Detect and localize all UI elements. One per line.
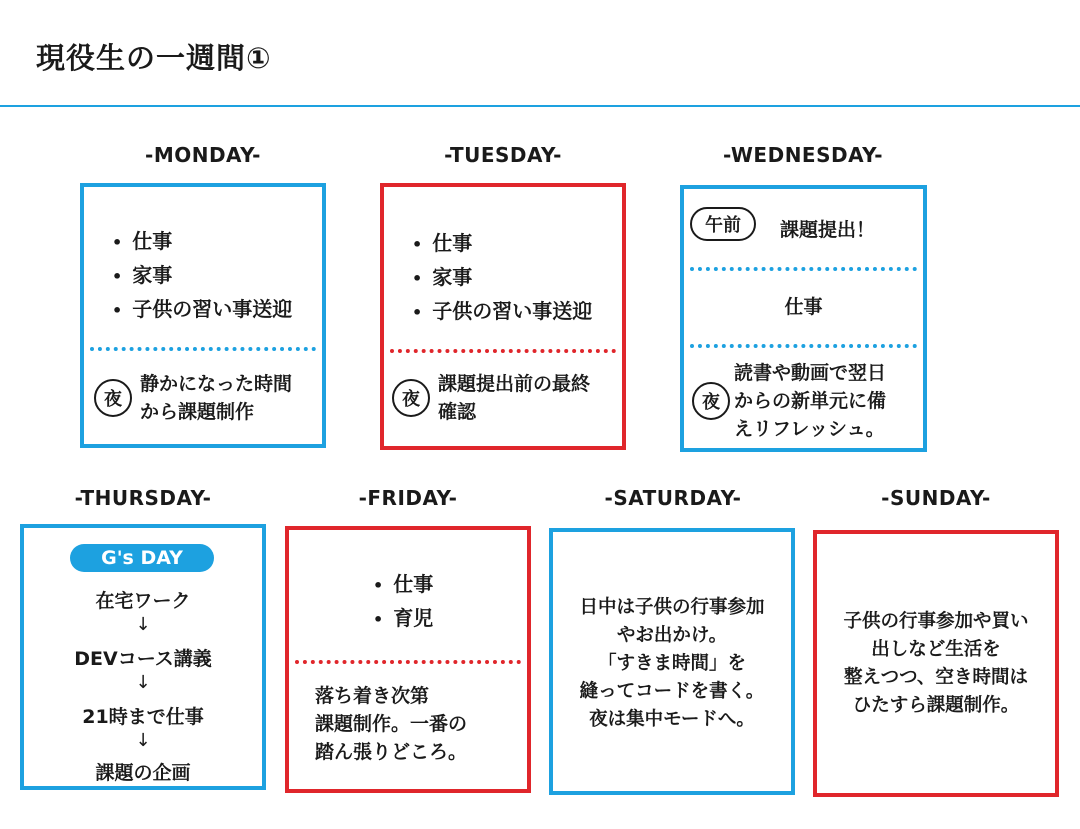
monday-task-list: [112, 225, 292, 327]
text-line: 課題制作。一番の: [315, 713, 468, 735]
text-line: ひたすら課題制作。: [852, 695, 1020, 716]
day-heading-monday: -MONDAY-: [145, 143, 261, 167]
list-item: • 子供の習い事送迎: [112, 293, 292, 327]
text-line: 日中は子供の行事参加: [579, 597, 765, 618]
list-item: • 仕事: [112, 225, 292, 259]
text-line: 踏ん張りどころ。: [315, 741, 468, 763]
day-heading-wednesday: -WEDNESDAY-: [722, 143, 884, 167]
wednesday-mid-text: 仕事: [784, 296, 823, 318]
schedule-step: 課題の企画: [95, 762, 191, 784]
tuesday-night-row: [392, 370, 590, 426]
list-item: • 仕事: [373, 568, 433, 602]
down-arrow-icon: ↓: [135, 672, 151, 693]
text-line: 出しなど生活を: [871, 639, 1001, 660]
day-heading-thursday: -THURSDAY-: [74, 486, 212, 510]
section-divider: [90, 347, 316, 351]
night-line: 確認: [438, 401, 477, 423]
tuesday-night-text: [438, 370, 590, 426]
night-line: えリフレッシュ。: [734, 418, 885, 440]
night-badge: 夜: [692, 382, 730, 420]
night-line: 課題提出前の最終: [438, 373, 591, 395]
gs-day-badge: G's DAY: [70, 544, 214, 572]
friday-bottom-text: [315, 682, 467, 766]
section-divider: [295, 660, 521, 664]
list-item: • 子供の習い事送迎: [412, 295, 592, 329]
list-item: • 仕事: [412, 227, 592, 261]
section-divider: [390, 349, 616, 353]
schedule-step: 在宅ワーク: [95, 590, 191, 612]
wednesday-night-text: [734, 359, 886, 443]
section-divider: [690, 267, 917, 271]
text-line: 夜は集中モードへ。: [589, 709, 755, 730]
text-line: 子供の行事参加や買い: [843, 611, 1029, 632]
page-title: 現役生の一週間①: [36, 41, 272, 75]
day-heading-tuesday: -TUESDAY-: [444, 143, 562, 167]
list-item: • 育児: [373, 602, 433, 636]
sunday-card: [813, 530, 1059, 797]
text-line: 「すきま時間」を: [597, 653, 746, 674]
night-badge: 夜: [392, 379, 430, 417]
saturday-card: [549, 528, 795, 795]
text-line: 整えつつ、空き時間は: [844, 667, 1028, 688]
wednesday-card: [680, 185, 927, 452]
night-line: 読書や動画で翌日: [734, 362, 887, 384]
list-item: • 家事: [412, 261, 592, 295]
text-line: 落ち着き次第: [315, 685, 430, 707]
friday-task-list: [373, 568, 433, 636]
wednesday-night-row: [692, 359, 886, 443]
monday-night-row: [94, 370, 292, 426]
thursday-card: [20, 524, 266, 790]
day-heading-friday: -FRIDAY-: [358, 486, 458, 510]
monday-card: [80, 183, 326, 448]
night-line: から課題制作: [140, 401, 255, 423]
schedule-step: DEVコース講義: [74, 648, 212, 670]
sunday-text: [817, 608, 1055, 720]
tuesday-task-list: [412, 227, 592, 329]
night-line: 静かになった時間: [140, 373, 293, 395]
night-line: からの新単元に備: [734, 390, 887, 412]
day-heading-sunday: -SUNDAY-: [881, 486, 991, 510]
saturday-text: [553, 594, 791, 734]
day-heading-saturday: -SATURDAY-: [604, 486, 742, 510]
down-arrow-icon: ↓: [135, 730, 151, 751]
tuesday-card: [380, 183, 626, 450]
list-item: • 家事: [112, 259, 292, 293]
am-badge: 午前: [690, 207, 756, 241]
title-divider: [0, 105, 1080, 107]
text-line: やお出かけ。: [616, 625, 728, 646]
friday-card: [285, 526, 531, 793]
night-badge: 夜: [94, 379, 132, 417]
monday-night-text: [140, 370, 292, 426]
text-line: 縫ってコードを書く。: [579, 681, 765, 702]
schedule-step: 21時まで仕事: [82, 706, 204, 728]
section-divider: [690, 344, 917, 348]
am-text: 課題提出！: [780, 219, 876, 241]
down-arrow-icon: ↓: [135, 614, 151, 635]
